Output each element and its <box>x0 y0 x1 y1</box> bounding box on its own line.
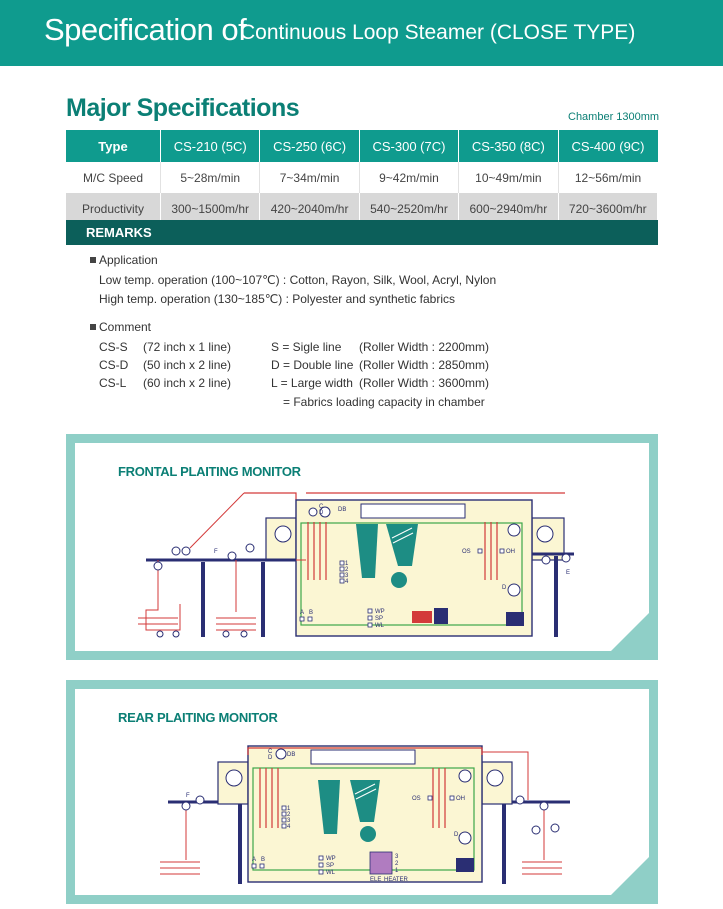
comment-width: (Roller Width : 2850mm) <box>359 358 490 372</box>
comment-line: D = Double line <box>271 358 354 372</box>
label-os: OS <box>462 549 471 555</box>
label-d: D <box>268 755 273 761</box>
label-sp: SP <box>326 863 335 869</box>
label-os: OS <box>412 796 421 802</box>
label-a: A <box>252 857 257 863</box>
label-n3: 3 <box>287 818 291 824</box>
frontal-panel-title: FRONTAL PLAITING MONITOR <box>118 464 301 479</box>
table-cell: 540~2520m/hr <box>359 193 458 224</box>
label-n4: 4 <box>345 579 349 585</box>
label-d2: D <box>454 832 459 838</box>
label-db: DB <box>287 752 296 758</box>
chamber-note: Chamber 1300mm <box>568 111 660 123</box>
column-header: CS-400 (9C) <box>558 130 657 162</box>
comment-code: CS-S <box>99 340 128 354</box>
column-header: Type <box>66 130 161 162</box>
table-cell: 300~1500m/hr <box>161 193 260 224</box>
label-oh: OH <box>456 796 465 802</box>
table-cell: 10~49m/min <box>459 162 558 193</box>
label-n2: 2 <box>345 567 349 573</box>
label-wp: WP <box>375 609 385 615</box>
label-f: F <box>186 793 190 799</box>
column-header: CS-250 (6C) <box>260 130 359 162</box>
comment-code: CS-L <box>99 376 127 390</box>
label-e: E <box>238 818 243 824</box>
remarks-title: REMARKS <box>86 225 152 240</box>
column-header: CS-300 (7C) <box>359 130 458 162</box>
label-n1: 1 <box>345 561 349 567</box>
label-d2: D <box>502 585 507 591</box>
row-label: M/C Speed <box>66 162 161 193</box>
label-wp: WP <box>326 856 336 862</box>
comment-note: = Fabrics loading capacity in chamber <box>283 395 485 409</box>
table-cell: 600~2940m/hr <box>459 193 558 224</box>
application-line: Low temp. operation (100~107℃) : Cotton, Rayon, Silk, Wool, Acryl, Nylon <box>99 273 497 287</box>
label-a: A <box>300 610 305 616</box>
table-cell: 7~34m/min <box>260 162 359 193</box>
table-cell: 720~3600m/hr <box>558 193 657 224</box>
rear-panel-title: REAR PLAITING MONITOR <box>118 710 278 725</box>
major-specifications-title: Major Specifications <box>66 94 300 122</box>
comment-heading-text: Comment <box>99 320 152 334</box>
comment-size: (72 inch x 1 line) <box>143 340 232 354</box>
table-cell: 12~56m/min <box>558 162 657 193</box>
table-cell: 420~2040m/hr <box>260 193 359 224</box>
comment-line: S = Sigle line <box>271 340 342 354</box>
label-b: B <box>261 857 266 863</box>
label-c: C <box>319 504 324 510</box>
label-d: D <box>319 510 324 516</box>
label-db: DB <box>338 507 347 513</box>
label-wl: WL <box>326 870 335 876</box>
comment-line: L = Large width <box>271 376 353 390</box>
comment-size: (50 inch x 2 line) <box>143 358 232 372</box>
label-b: B <box>309 610 314 616</box>
table-cell: 5~28m/min <box>161 162 260 193</box>
label-n4: 4 <box>287 824 291 830</box>
label-n1: 1 <box>287 806 291 812</box>
comment-width: (Roller Width : 2200mm) <box>359 340 490 354</box>
table-cell: 9~42m/min <box>359 162 458 193</box>
label-heater: HEATER <box>384 877 408 883</box>
label-h2: 2 <box>395 861 399 867</box>
label-n2: 2 <box>287 812 291 818</box>
comment-width: (Roller Width : 3600mm) <box>359 376 490 390</box>
label-c: C <box>268 749 273 755</box>
comment-size: (60 inch x 2 line) <box>143 376 232 390</box>
column-header: CS-210 (5C) <box>161 130 260 162</box>
column-header: CS-350 (8C) <box>459 130 558 162</box>
label-ele: ELE <box>370 877 382 883</box>
application-line: High temp. operation (130~185℃) : Polyester and synthetic fabrics <box>99 292 455 306</box>
header-title: Specification of <box>44 12 247 47</box>
label-e: E <box>566 570 571 576</box>
comment-code: CS-D <box>99 358 129 372</box>
label-wl: WL <box>375 623 384 629</box>
application-heading-text: Application <box>99 253 158 267</box>
header-subtitle: Continuous Loop Steamer (CLOSE TYPE) <box>240 21 636 44</box>
label-sp: SP <box>375 616 384 622</box>
row-label: Productivity <box>66 193 161 224</box>
label-oh: OH <box>506 549 515 555</box>
label-n3: 3 <box>345 573 349 579</box>
label-h1: 1 <box>395 868 399 874</box>
label-f: F <box>214 549 218 555</box>
label-h3: 3 <box>395 854 399 860</box>
